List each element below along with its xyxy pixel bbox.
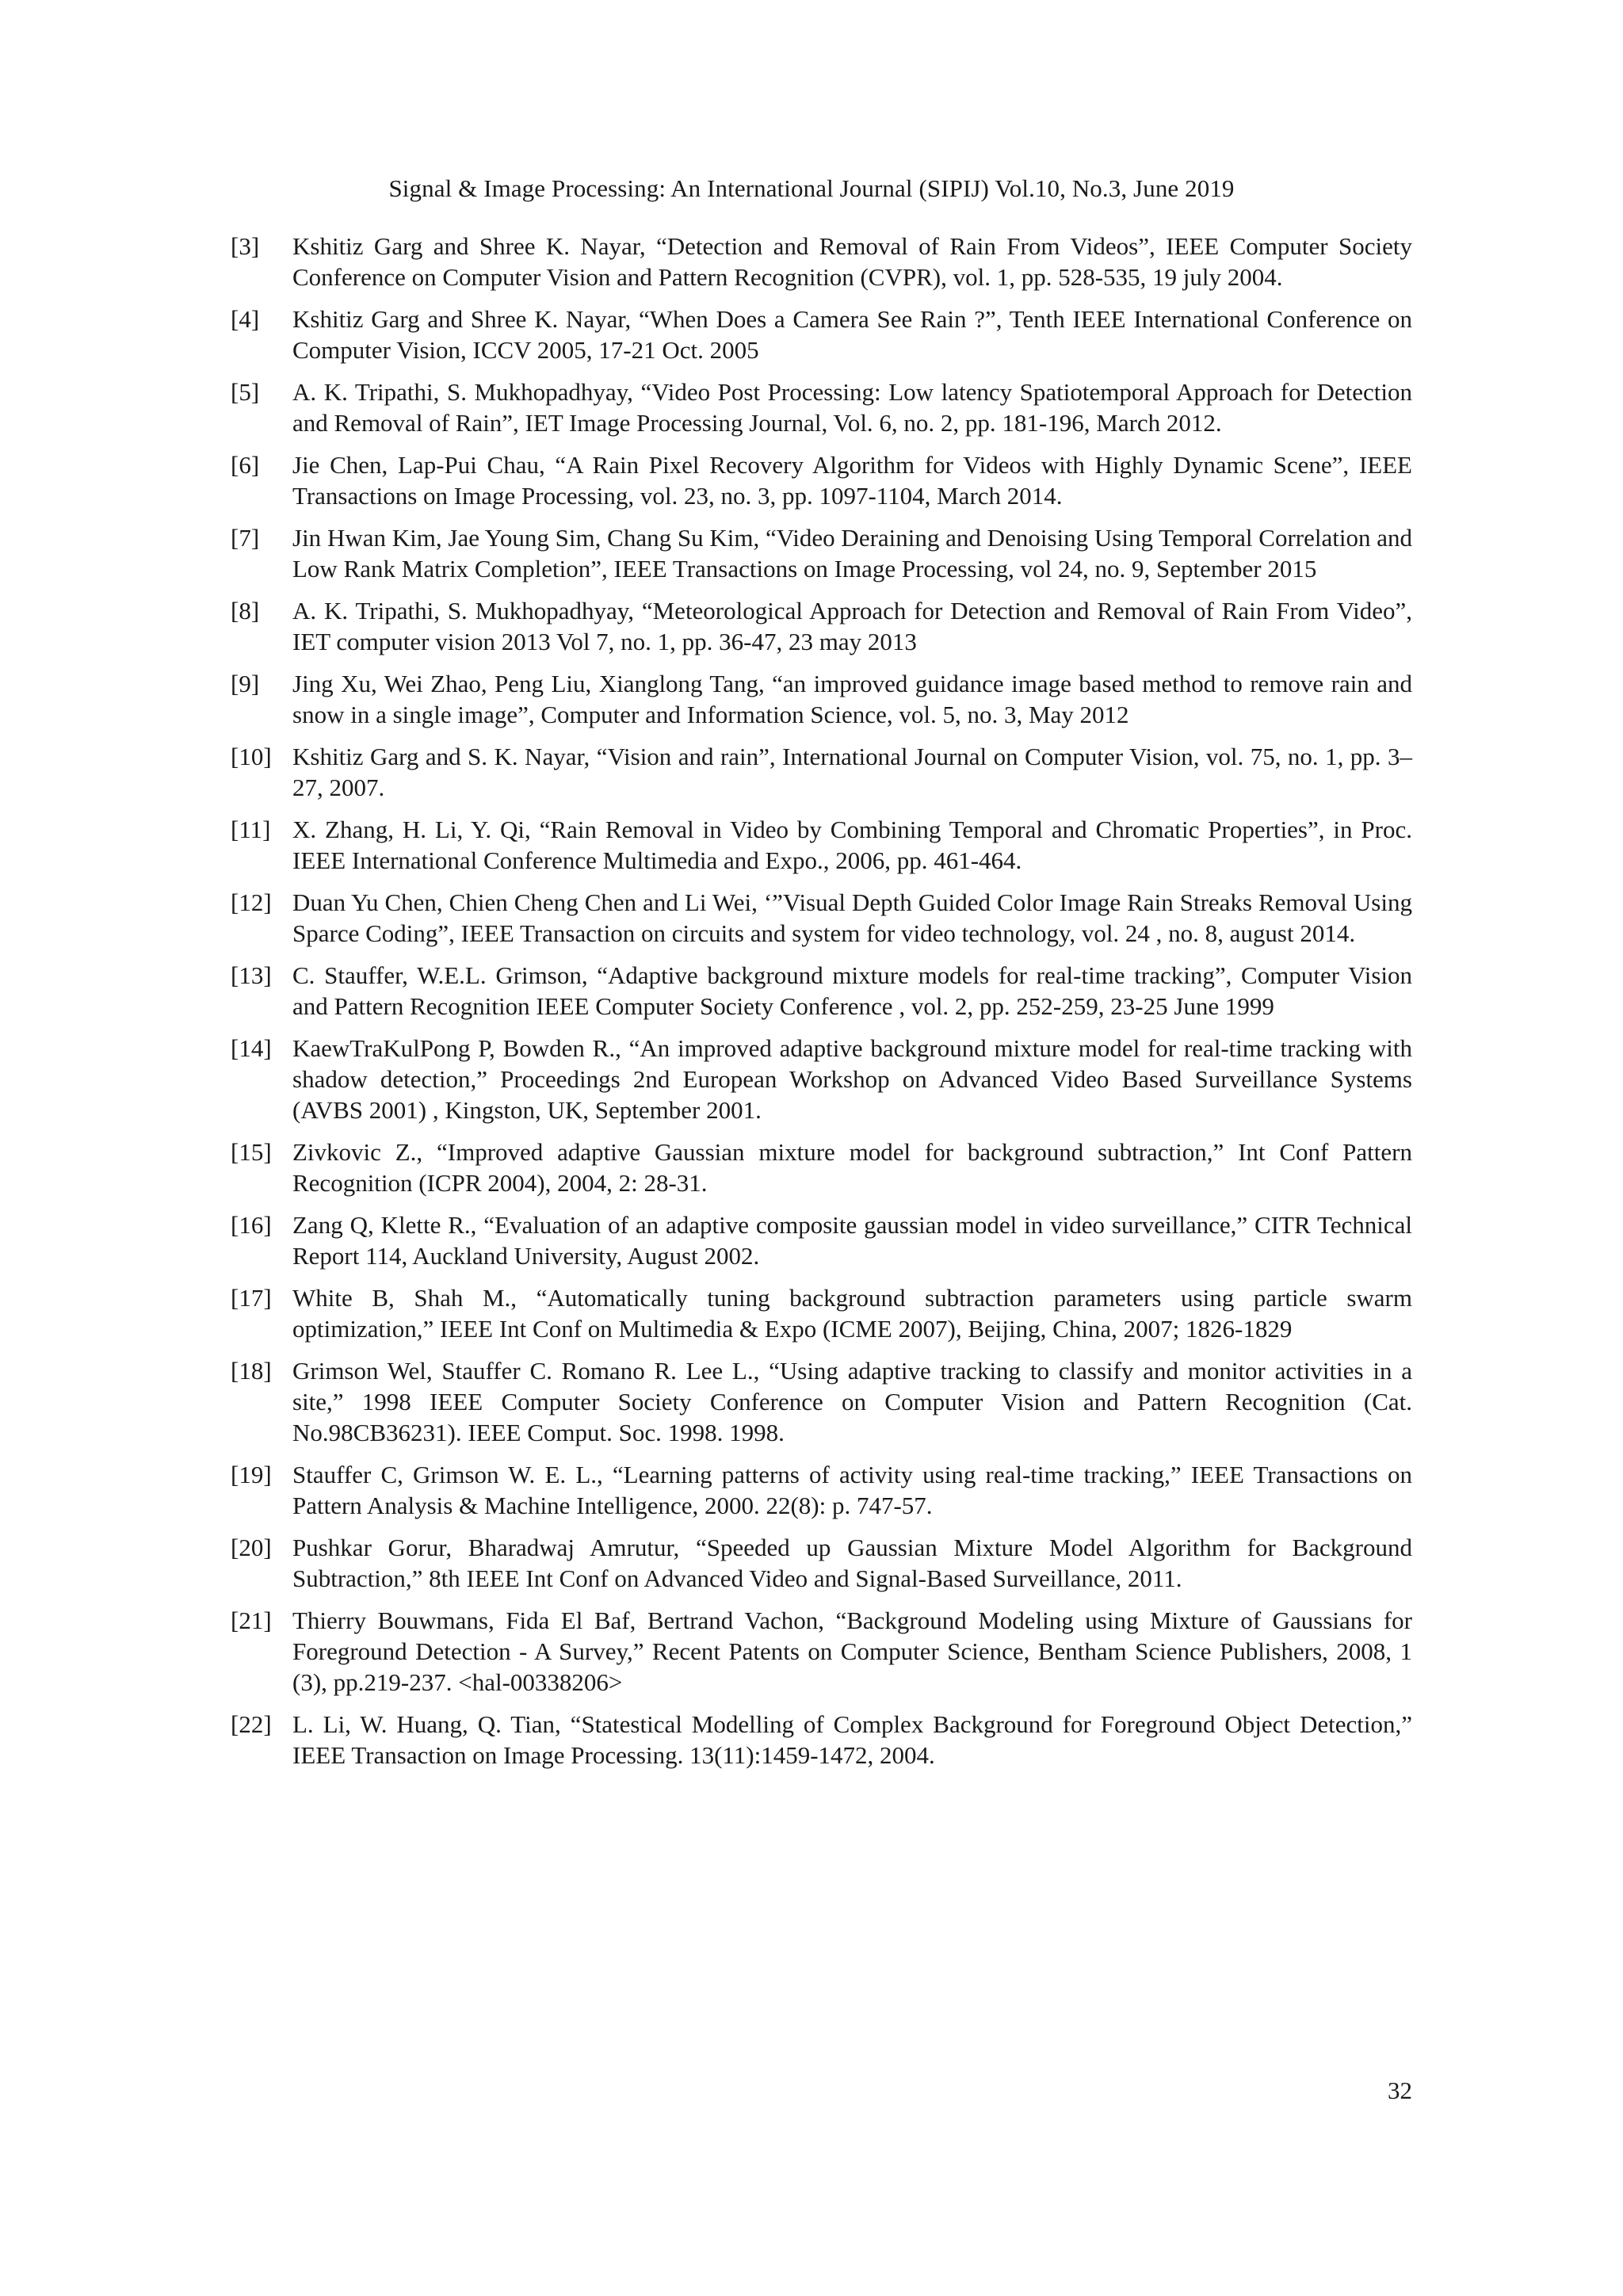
reference-number: [21] [231, 1606, 272, 1634]
reference-item [231, 887, 1412, 949]
reference-item [231, 1033, 1412, 1125]
reference-text: KaewTraKulPong P, Bowden R., “An improved adaptive background mixture model for real-time tracking with shadow detection,” Proceedings 2nd European Workshop on Advanced Video Based Surveillance Systems (AVBS 2001) , Kingston, UK, September 2001. [292, 1034, 1412, 1124]
reference-text: X. Zhang, H. Li, Y. Qi, “Rain Removal in Video by Combining Temporal and Chromatic Properties”, in Proc. IEEE International Conference Multimedia and Expo., 2006, pp. 461-464. [292, 816, 1412, 874]
reference-item [231, 1532, 1412, 1594]
reference-number: [22] [231, 1710, 272, 1738]
reference-list [231, 231, 1412, 1782]
page-number: 32 [1388, 2076, 1412, 2104]
reference-item [231, 1137, 1412, 1198]
reference-number: [14] [231, 1034, 272, 1062]
reference-item [231, 1282, 1412, 1344]
reference-text: Kshitiz Garg and Shree K. Nayar, “When Does a Camera See Rain ?”, Tenth IEEE International Conference on Computer Vision, ICCV 2005, 17-21 Oct. 2005 [292, 305, 1412, 364]
reference-text: Zivkovic Z., “Improved adaptive Gaussian mixture model for background subtraction,” Int Conf Pattern Recognition (ICPR 2004), 2004, 2: 28-31. [292, 1138, 1412, 1197]
reference-text: Jie Chen, Lap-Pui Chau, “A Rain Pixel Recovery Algorithm for Videos with Highly Dynamic Scene”, IEEE Transactions on Image Processing, vol. 23, no. 3, pp. 1097-1104, March 2014. [292, 451, 1412, 510]
reference-text: Thierry Bouwmans, Fida El Baf, Bertrand Vachon, “Background Modeling using Mixture of Gaussians for Foreground Detection - A Survey,” Recent Patents on Computer Science, Bentham Science Publishers, 2008, 1 (3), pp.219-237. <hal-00338206> [292, 1606, 1412, 1696]
reference-item [231, 595, 1412, 657]
reference-item [231, 960, 1412, 1022]
reference-text: A. K. Tripathi, S. Mukhopadhyay, “Meteorological Approach for Detection and Removal of Rain From Video”, IET computer vision 2013 Vol 7, no. 1, pp. 36-47, 23 may 2013 [292, 597, 1412, 655]
reference-item [231, 668, 1412, 730]
reference-item [231, 1355, 1412, 1448]
reference-item [231, 814, 1412, 876]
reference-text: Grimson Wel, Stauffer C. Romano R. Lee L., “Using adaptive tracking to classify and monitor activities in a site,” 1998 IEEE Computer Society Conference on Computer Vision and Pattern Recognition (Cat. No.98CB36231). IEEE Comput. Soc. 1998. 1998. [292, 1357, 1412, 1446]
reference-number: [19] [231, 1461, 272, 1488]
reference-item [231, 1209, 1412, 1271]
reference-text: Stauffer C, Grimson W. E. L., “Learning patterns of activity using real-time tracking,” IEEE Transactions on Pattern Analysis & Machine Intelligence, 2000. 22(8): p. 747-57. [292, 1461, 1412, 1519]
reference-number: [13] [231, 961, 272, 989]
running-header: Signal & Image Processing: An International Journal (SIPIJ) Vol.10, No.3, June 2019 [388, 174, 1235, 202]
reference-text: Jin Hwan Kim, Jae Young Sim, Chang Su Kim, “Video Deraining and Denoising Using Temporal Correlation and Low Rank Matrix Completion”, IEEE Transactions on Image Processing, vol 24, no. 9, September 2015 [292, 524, 1412, 583]
reference-item [231, 231, 1412, 292]
reference-number: [20] [231, 1534, 272, 1561]
reference-item [231, 522, 1412, 584]
reference-number: [8] [231, 597, 260, 625]
reference-number: [7] [231, 524, 260, 552]
reference-item [231, 376, 1412, 438]
reference-item [231, 449, 1412, 511]
reference-number: [5] [231, 378, 260, 406]
reference-text: Kshitiz Garg and S. K. Nayar, “Vision and rain”, International Journal on Computer Vision, vol. 75, no. 1, pp. 3–27, 2007. [292, 743, 1412, 801]
reference-number: [12] [231, 888, 272, 916]
reference-number: [18] [231, 1357, 272, 1385]
reference-text: A. K. Tripathi, S. Mukhopadhyay, “Video Post Processing: Low latency Spatiotemporal Approach for Detection and Removal of Rain”, IET Image Processing Journal, Vol. 6, no. 2, pp. 181-196, March 2012. [292, 378, 1412, 437]
reference-number: [4] [231, 305, 260, 333]
reference-number: [16] [231, 1211, 272, 1239]
reference-number: [10] [231, 743, 272, 770]
reference-text: Kshitiz Garg and Shree K. Nayar, “Detection and Removal of Rain From Videos”, IEEE Computer Society Conference on Computer Vision and Pattern Recognition (CVPR), vol. 1, pp. 528-535, 19 july 2004. [292, 232, 1412, 291]
reference-item [231, 1605, 1412, 1698]
reference-number: [15] [231, 1138, 272, 1166]
reference-item [231, 1709, 1412, 1771]
reference-number: [3] [231, 232, 260, 260]
reference-item [231, 1459, 1412, 1521]
reference-item [231, 304, 1412, 365]
reference-number: [11] [231, 816, 271, 843]
reference-number: [9] [231, 670, 260, 697]
reference-text: Duan Yu Chen, Chien Cheng Chen and Li Wei, ‘”Visual Depth Guided Color Image Rain Streaks Removal Using Sparce Coding”, IEEE Transaction on circuits and system for video technology, vol. 24 , no. 8, august 2014. [292, 888, 1412, 947]
reference-text: L. Li, W. Huang, Q. Tian, “Statestical Modelling of Complex Background for Foreground Object Detection,” IEEE Transaction on Image Processing. 13(11):1459-1472, 2004. [292, 1710, 1412, 1769]
reference-number: [17] [231, 1284, 272, 1312]
reference-text: White B, Shah M., “Automatically tuning background subtraction parameters using particle swarm optimization,” IEEE Int Conf on Multimedia & Expo (ICME 2007), Beijing, China, 2007; 1826-1829 [292, 1284, 1412, 1343]
reference-text: Pushkar Gorur, Bharadwaj Amrutur, “Speeded up Gaussian Mixture Model Algorithm for Background Subtraction,” 8th IEEE Int Conf on Advanced Video and Signal-Based Surveillance, 2011. [292, 1534, 1412, 1592]
reference-text: C. Stauffer, W.E.L. Grimson, “Adaptive background mixture models for real-time tracking”, Computer Vision and Pattern Recognition IEEE Computer Society Conference , vol. 2, pp. 252-259, 23-25 June 1999 [292, 961, 1412, 1020]
reference-text: Zang Q, Klette R., “Evaluation of an adaptive composite gaussian model in video surveillance,” CITR Technical Report 114, Auckland University, August 2002. [292, 1211, 1412, 1270]
reference-item [231, 741, 1412, 803]
reference-number: [6] [231, 451, 260, 479]
reference-text: Jing Xu, Wei Zhao, Peng Liu, Xianglong Tang, “an improved guidance image based method to remove rain and snow in a single image”, Computer and Information Science, vol. 5, no. 3, May 2012 [292, 670, 1412, 728]
